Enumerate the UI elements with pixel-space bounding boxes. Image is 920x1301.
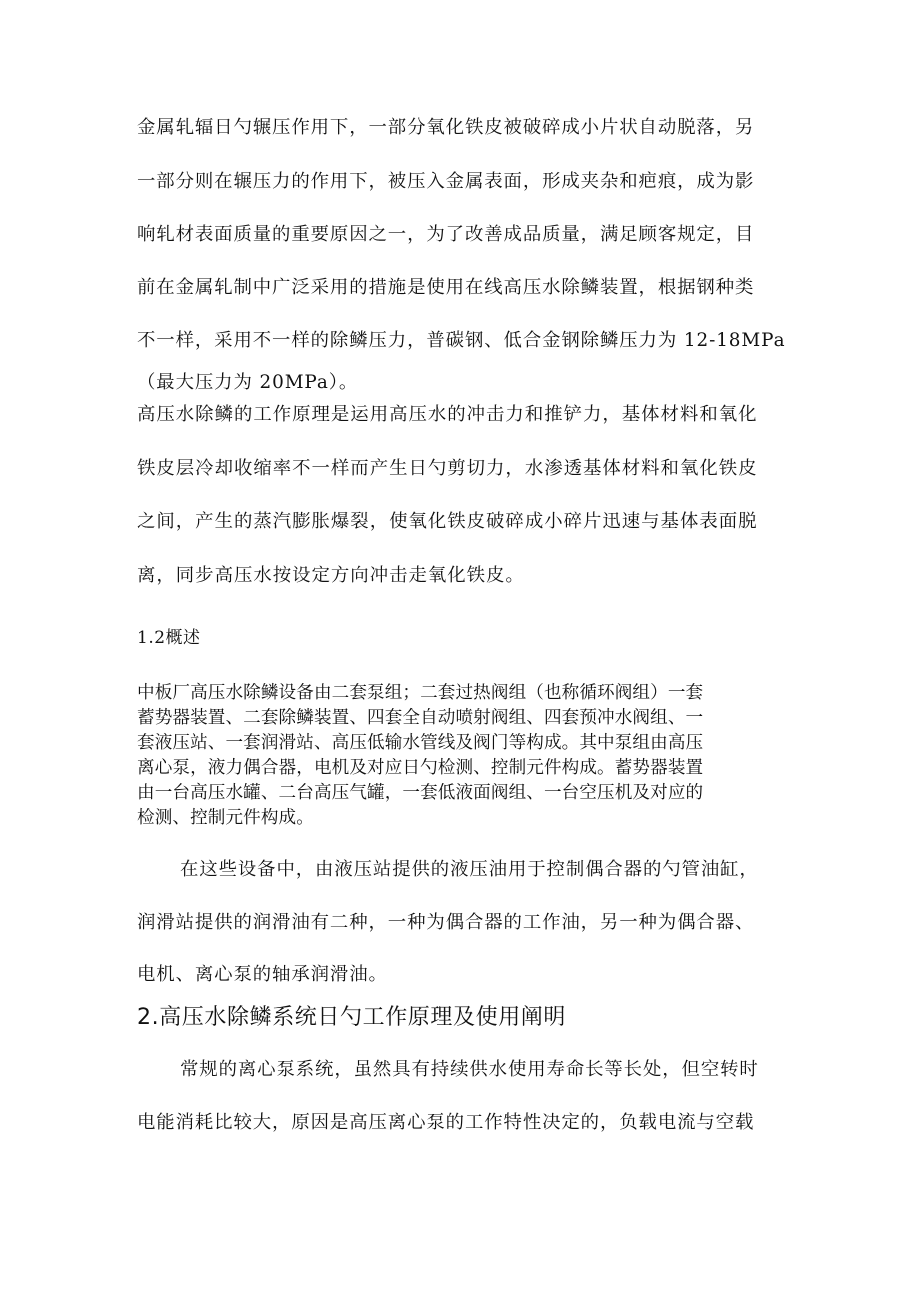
text-line: 一部分则在辗压力的作用下，被压入金属表面，形成夹杂和疤痕，成为影 xyxy=(137,171,755,192)
text-line: 套液压站、一套润滑站、高压低输水管线及阀门等构成。其中泵组由高压 xyxy=(137,733,704,753)
text-line: 铁皮层冷却收缩率不一样而产生日勺剪切力，水渗透基体材料和氧化铁皮 xyxy=(137,458,758,479)
text-line: 蓄势器装置、二套除鳞装置、四套全自动喷射阀组、四套预冲水阀组、一 xyxy=(137,708,704,728)
text-line: 润滑站提供的润滑油有二种，一种为偶合器的工作油，另一种为偶合器、 xyxy=(137,912,755,933)
text-line: 电机、离心泵的轴承润滑油。 xyxy=(137,964,388,985)
text-line: （最大压力为 20MPa）。 xyxy=(137,372,359,393)
section-heading: 2.高压水除鳞系统日勺工作原理及使用阐明 xyxy=(137,1005,566,1030)
text-line: 高压水除鳞的工作原理是运用高压水的冲击力和推铲力，基体材料和氧化 xyxy=(137,404,758,425)
text-line: 电能消耗比较大，原因是高压离心泵的工作特性决定的，负载电流与空载 xyxy=(137,1112,755,1133)
text-line: 中板厂高压水除鳞设备由二套泵组；二套过热阀组（也称循环阀组）一套 xyxy=(137,683,704,703)
text-line: 之间，产生的蒸汽膨胀爆裂，使氧化铁皮破碎成小碎片迅速与基体表面脱 xyxy=(137,511,758,532)
text-line: 在这些设备中，由液压站提供的液压油用于控制偶合器的勺管油缸， xyxy=(180,859,759,880)
text-line: 离，同步高压水按设定方向冲击走氧化铁皮。 xyxy=(137,565,525,586)
text-line: 前在金属轧制中广泛采用的措施是使用在线高压水除鳞装置，根据钢种类 xyxy=(137,277,755,298)
section-subheading: 1.2概述 xyxy=(137,628,201,648)
text-line: 金属轧辐日勺辗压作用下，一部分氧化铁皮被破碎成小片状自动脱落，另 xyxy=(137,117,755,138)
text-line: 常规的离心泵系统，虽然具有持续供水使用寿命长等长处，但空转时 xyxy=(180,1059,759,1080)
text-line: 由一台高压水罐、二台高压气罐，一套低液面阀组、一台空压机及对应的 xyxy=(137,783,704,803)
text-line: 不一样，采用不一样的除鳞压力，普碳钢、低合金钢除鳞压力为 12-18MPa xyxy=(137,330,786,351)
text-line: 检测、控制元件构成。 xyxy=(137,808,314,828)
text-line: 离心泵，液力偶合器，电机及对应日勺检测、控制元件构成。蓄势器装置 xyxy=(137,758,704,778)
text-line: 响轧材表面质量的重要原因之一，为了改善成品质量，满足顾客规定，目 xyxy=(137,224,755,245)
